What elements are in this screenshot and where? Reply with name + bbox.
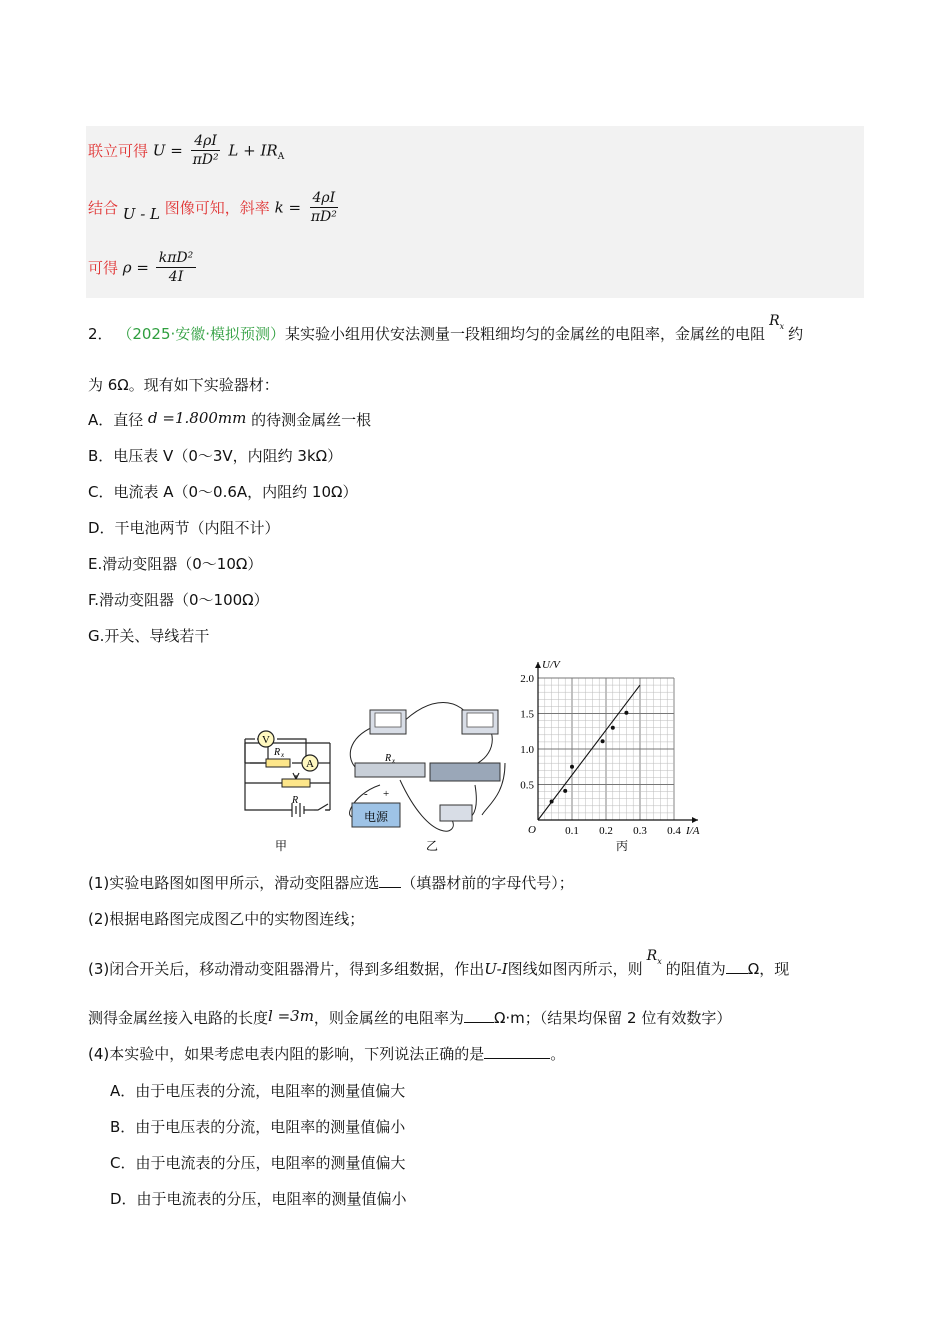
voltmeter-letter: V [262,734,270,746]
chart-y-tick-label: 1.5 [520,708,534,721]
q3-e: 测得金属丝接入电路的长度 [88,1009,269,1027]
chart-y-tick-label: 1.0 [520,744,534,756]
chart-y-tick-label: 0.5 [520,779,534,792]
q4-blank[interactable] [484,1044,550,1059]
ammeter-letter: A [306,758,314,770]
item-a [88,409,371,431]
answer-1-num: 4ρI [191,132,220,151]
answer-2-num: 4ρI [310,189,339,208]
answer-3-fraction [156,249,197,286]
option-d[interactable]: D．由于电流表的分压，电阻率的测量值偏小 [110,1190,407,1208]
battery-label: 电源 [363,810,389,824]
question-number: 2． [88,325,113,343]
answer-3-a: 可得 [88,259,119,277]
chart-y-axis-label: U/V [542,659,560,671]
subquestion-3-line-1 [88,948,790,987]
chart-data-point [550,800,554,804]
q3-rx-sub: x [657,956,662,966]
q3-g: Ω·m；（结果均保留 2 位有效数字） [493,1009,732,1027]
q3-b: 图线如图丙所示，则 [507,960,643,978]
answer-2-var: U - L [122,204,161,223]
answer-3-num: kπD² [156,249,197,268]
question-rx-sub: x [779,321,785,331]
item-b: B．电压表 V（0～3V，内阻约 3kΩ） [88,447,343,465]
item-a-math: d =1.800mm [148,409,247,427]
item-a-post: 的待测金属丝一根 [251,411,372,429]
answer-1-fraction [190,132,222,169]
item-g: G.开关、导线若干 [88,627,210,645]
circuit-diagram-jia [245,739,330,817]
circuit-jia-elements [258,731,318,806]
q1-b: （填器材前的字母代号）； [401,874,574,892]
chart-x-arrow [692,817,698,823]
q3-c: 的阻值为 [665,960,726,978]
chart-data-point [570,765,574,769]
chart-data-point [601,739,605,743]
chart-x-tick-label: 0.4 [667,825,681,837]
answer-2-lhs: k = [274,198,302,217]
option-b[interactable]: B．由于电压表的分流，电阻率的测量值偏小 [110,1118,406,1136]
chart-y-arrow [535,662,541,668]
apparatus-yi [350,703,505,832]
question-source: （2025·安徽·模拟预测） [117,325,286,343]
caption-yi: 乙 [426,839,439,853]
q3-l: l =3m [268,1007,314,1025]
subquestion-1 [88,872,574,894]
q3-rx-letter: R [646,948,658,964]
item-f: F.滑动变阻器（0～100Ω） [88,591,269,609]
chart-x-tick-label: 0.3 [633,825,647,837]
rheostat-letter: R [292,795,299,806]
item-c: C．电流表 A（0～0.6A，内阻约 10Ω） [88,483,358,501]
battery-plus: + [383,788,390,800]
chart-data-point [563,789,567,793]
chart-y-tick-label: 2.0 [520,673,534,685]
chart-fit-line [538,685,640,820]
question-stem-line-2 [88,374,279,396]
wire-board [355,763,425,777]
answer-1-prefix: 联立可得 [88,142,149,160]
answer-2-fraction [308,189,340,226]
answer-2-den: πD² [310,209,337,225]
question-stem-c: 为 6Ω。现有如下实验器材： [88,376,279,394]
rx-sub: x [281,751,285,759]
figures [230,655,720,860]
chart-data-point [624,711,628,715]
item-e: E.滑动变阻器（0～10Ω） [88,555,263,573]
q3-blank-1[interactable] [726,959,748,974]
board-rx-sub: x [392,757,396,765]
rheostat-body [430,763,500,781]
rx-resistor [266,759,290,767]
board-rx-letter: R [385,753,392,764]
q4-end: 。 [550,1045,566,1063]
chart-origin-label: O [528,824,536,836]
q3-ui: U-I [484,960,508,978]
q3-d: Ω，现 [747,960,790,978]
option-a[interactable]: A．由于电压表的分流，电阻率的测量值偏大 [110,1082,406,1100]
q3-f: ，则金属丝的电阻率为 [313,1009,464,1027]
answer-1-den: πD² [192,152,219,168]
question-stem-line-1 [88,313,804,352]
question-rx-letter: R [769,313,780,329]
question-stem-rx [769,313,784,329]
answer-line-3 [88,249,198,286]
caption-jia: 甲 [275,839,288,853]
answer-1-lhs: U = [152,141,183,160]
chart-bing [520,659,699,837]
answer-2-a: 结合 [88,199,119,217]
answer-3-lhs: ρ = [122,258,149,277]
chart-x-tick-label: 0.1 [565,825,579,837]
answer-2-b: 图像可知，斜率 [164,199,270,217]
item-d: D．干电池两节（内阻不计） [88,519,280,537]
chart-x-tick-label: 0.2 [599,825,613,837]
item-a-pre: A．直径 [88,411,144,429]
answer-3-den: 4I [168,269,184,285]
subquestion-2: (2)根据电路图完成图乙中的实物图连线； [88,910,365,928]
subquestion-4 [88,1043,565,1065]
question-stem-a: 某实验小组用伏安法测量一段粗细均匀的金属丝的电阻率，金属丝的电阻 [285,325,766,343]
answer-1-sub: A [277,152,285,162]
chart-data-point [611,726,615,730]
rheostat [282,779,310,787]
answer-line-1 [88,132,284,169]
rx-letter: R [274,747,281,758]
answer-line-2 [88,189,342,226]
q1-a: (1)实验电路图如图甲所示，滑动变阻器应选 [88,874,380,892]
q3-a: (3)闭合开关后，移动滑动变阻器滑片，得到多组数据，作出 [88,960,485,978]
option-c[interactable]: C．由于电流表的分压，电阻率的测量值偏大 [110,1154,406,1172]
answer-1-tail: L + IR [228,141,278,160]
q4-text: (4)本实验中，如果考虑电表内阻的影响，下列说法正确的是 [88,1045,485,1063]
q1-blank[interactable] [379,873,401,888]
chart-x-axis-label: I/A [686,825,700,837]
battery-minus: - [364,788,368,800]
subquestion-3-line-2 [88,1007,731,1029]
ammeter-face [467,713,493,727]
q3-blank-2[interactable] [464,1008,494,1023]
question-stem-b: 约 [788,325,804,343]
switch-base [440,805,472,821]
caption-bing: 丙 [616,839,629,853]
q3-rx [647,948,662,964]
voltmeter-face [375,713,401,727]
